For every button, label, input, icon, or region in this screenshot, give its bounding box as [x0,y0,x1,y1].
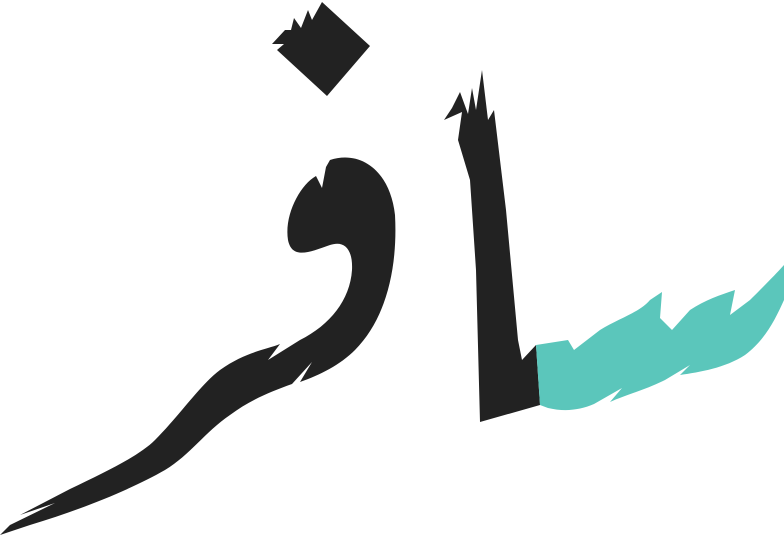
logo-diamond-dot [272,2,370,96]
logo-seen-teeth-stroke [536,265,784,410]
logo-alif-stroke [444,70,540,422]
logo-main-sweep-stroke [0,157,395,535]
